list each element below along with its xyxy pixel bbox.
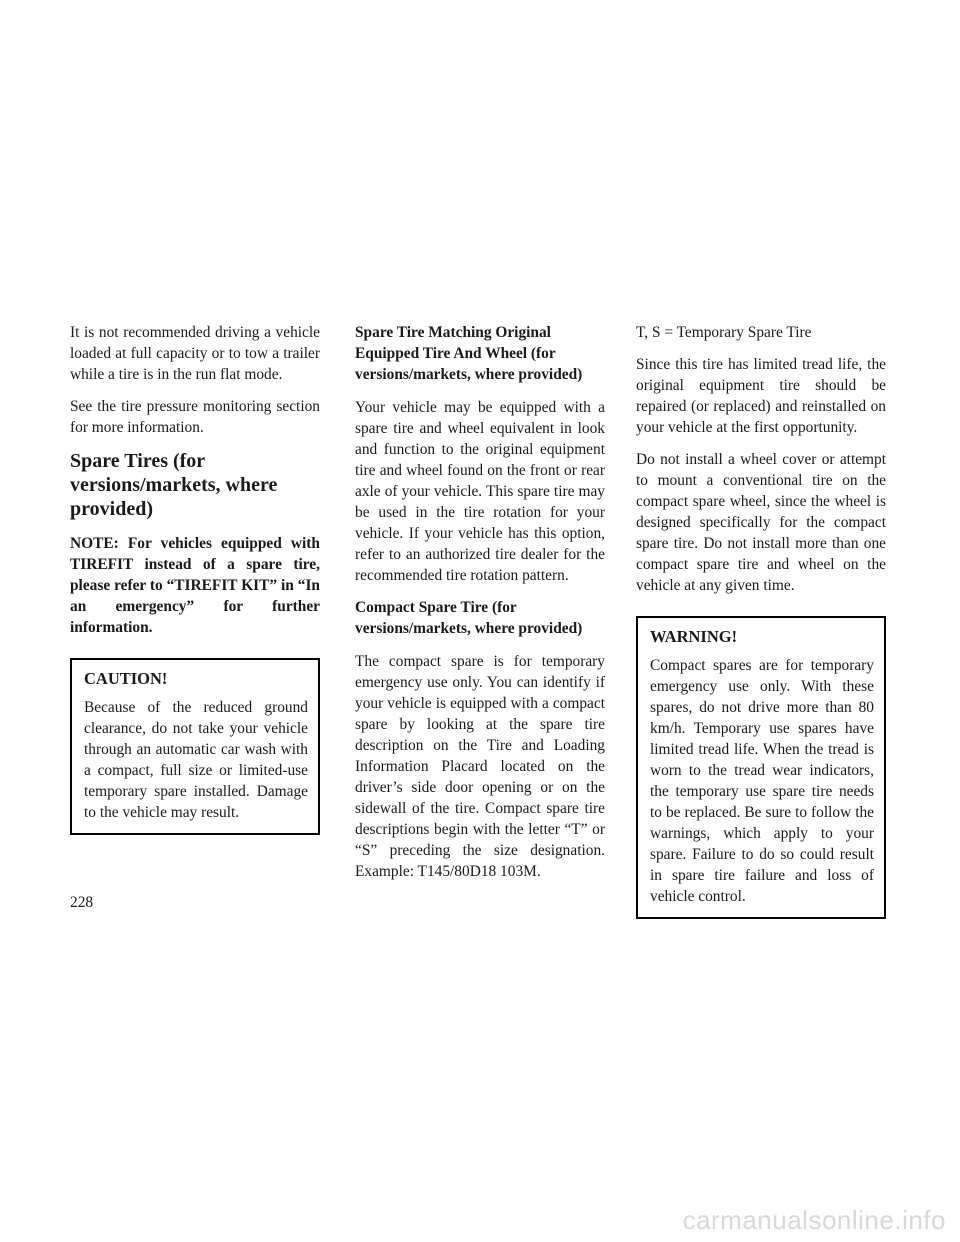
column-1 <box>70 322 320 835</box>
heading-matching-spare: Spare Tire Matching Original Equipped Tire And Wheel (for versions/markets, where provided) <box>355 324 583 383</box>
caution-text: Because of the reduced ground clearance, do not take your vehicle through an automatic car wash with a compact, full size or limited-use temporary spare installed. Damage to the vehicle may result. <box>84 699 308 821</box>
column-2 <box>355 322 605 893</box>
caution-title: CAUTION! <box>84 669 168 688</box>
paragraph-ts-definition: T, S = Temporary Spare Tire <box>636 324 812 341</box>
watermark: carmanualsonline.info <box>682 1205 946 1235</box>
heading-compact-spare: Compact Spare Tire (for versions/markets, where provided) <box>355 599 583 637</box>
warning-title: WARNING! <box>650 627 738 646</box>
note-tirefit: NOTE: For vehicles equipped with TIREFIT instead of a spare tire, please refer to “TIREFIT KIT” in “In an emergency” for further information. <box>70 535 320 636</box>
heading-spare-tires: Spare Tires (for versions/markets, where provided) <box>70 450 278 520</box>
caution-box <box>70 658 320 835</box>
paragraph-compact-spare: The compact spare is for temporary emergency use only. You can identify if your vehicle is equipped with a compact spare by looking at the spare tire description on the Tire and Loading Information Placard located on the driver’s side door opening or on the sidewall of the tire. Compact spare tire descriptions begin with the letter “T” or “S” preceding the size designation. Example: T145/80D18 103M. <box>355 653 605 880</box>
paragraph-matching-spare: Your vehicle may be equipped with a spare tire and wheel equivalent in look and function to the original equipment tire and wheel found on the front or rear axle of your vehicle. This spare tire may be used in the tire rotation for your vehicle. If your vehicle has this option, refer to an authorized tire dealer for the recommended tire rotation pattern. <box>355 399 605 584</box>
page-number: 228 <box>70 894 94 911</box>
paragraph-run-flat: It is not recommended driving a vehicle loaded at full capacity or to tow a trailer while a tire is in the run flat mode. <box>70 324 320 383</box>
warning-box <box>636 616 886 919</box>
paragraph-wheel-cover: Do not install a wheel cover or attempt to mount a conventional tire on the compact spare wheel, since the wheel is designed specifically for the compact spare tire. Do not install more than one compact spare tire and wheel on the vehicle at any given time. <box>636 451 886 594</box>
warning-text: Compact spares are for temporary emergency use only. With these spares, do not drive more than 80 km/h. Temporary use spares have limited tread life. When the tread is worn to the tread wear indicators, the temporary use spare tire needs to be replaced. Be sure to follow the warnings, which apply to your spare. Failure to do so could result in spare tire failure and loss of vehicle control. <box>650 657 874 905</box>
paragraph-tread-life: Since this tire has limited tread life, the original equipment tire should be repaired (or replaced) and reinstalled on your vehicle at the first opportunity. <box>636 356 886 436</box>
paragraph-tpms-ref: See the tire pressure monitoring section for more information. <box>70 398 320 436</box>
column-3 <box>636 322 886 919</box>
